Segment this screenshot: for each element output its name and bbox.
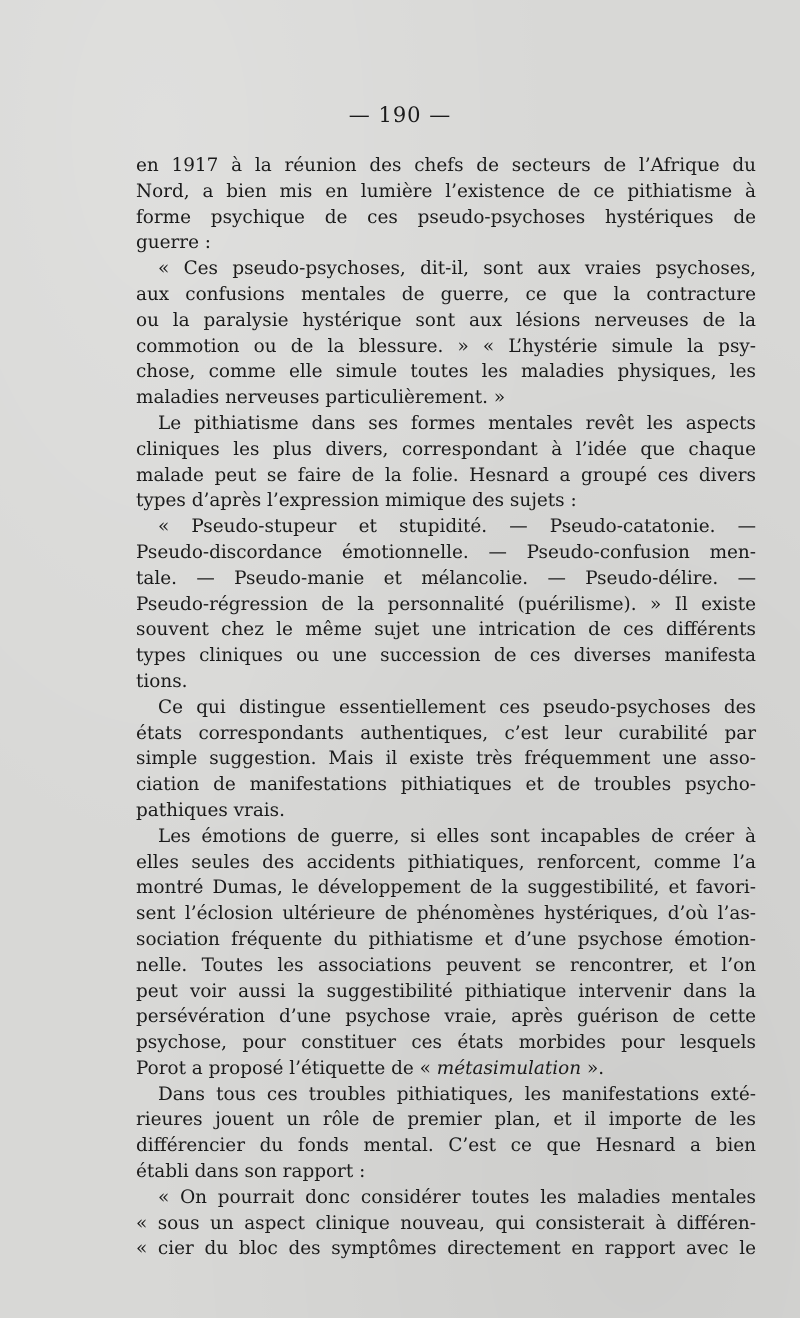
text-line: psychose, pour constituer ces états morbides pour lesquels: [136, 1032, 756, 1054]
text-line: sociation fréquente du pithiatisme et d’une psychose émotion-: [136, 928, 756, 950]
text-line: types d’après l’expression mimique des sujets :: [136, 490, 577, 512]
text-line: persévération d’une psychose vraie, après guérison de cette: [136, 1006, 756, 1028]
text-line: Pseudo-régression de la personnalité (puérilisme). » Il existe: [136, 593, 756, 615]
text-line: souvent chez le même sujet une intrication de ces différents: [136, 619, 756, 641]
text-line: Porot a proposé l’étiquette de « métasimulation ».: [136, 1057, 605, 1079]
text-line: « On pourrait donc considérer toutes les maladies mentales: [158, 1186, 756, 1208]
text-line: en 1917 à la réunion des chefs de secteurs de l’Afrique du: [136, 155, 756, 176]
text-line: cliniques les plus divers, correspondant à l’idée que chaque: [136, 438, 756, 460]
text-line: maladies nerveuses particulièrement. »: [136, 387, 506, 409]
text-line: pathiques vrais.: [136, 799, 285, 821]
text-line: simple suggestion. Mais il existe très fréquemment une asso-: [136, 748, 756, 770]
text-line: « cier du bloc des symptômes directement en rapport avec le: [136, 1238, 756, 1260]
text-line: chose, comme elle simule toutes les maladies physiques, les: [136, 361, 756, 383]
text-line: sent l’éclosion ultérieure de phénomènes hystériques, d’où l’as-: [136, 903, 756, 925]
text-line: montré Dumas, le développement de la suggestibilité, et favori-: [136, 877, 756, 899]
text-line: Les émotions de guerre, si elles sont incapables de créer à: [158, 825, 756, 847]
text-line: nelle. Toutes les associations peuvent se rencontrer, et l’on: [136, 954, 756, 976]
text-line: Ce qui distingue essentiellement ces pseudo-psychoses des: [158, 696, 756, 718]
text-line: Pseudo-discordance émotionnelle. — Pseudo-confusion men-: [136, 541, 756, 563]
text-line: Nord, a bien mis en lumière l’existence de ce pithiatisme à: [136, 180, 756, 202]
text-line: guerre :: [136, 232, 212, 254]
text-line: différencier du fonds mental. C’est ce que Hesnard a bien: [136, 1135, 756, 1157]
text-line: elles seules des accidents pithiatiques, renforcent, comme l’a: [136, 851, 756, 873]
text-line: « sous un aspect clinique nouveau, qui consisterait à différen-: [136, 1212, 756, 1234]
page-number: — 190 —: [348, 103, 452, 127]
text-line: Le pithiatisme dans ses formes mentales revêt les aspects: [158, 412, 756, 434]
text-line: rieures jouent un rôle de premier plan, et il importe de les: [136, 1109, 756, 1131]
text-line: tale. — Pseudo-manie et mélancolie. — Pseudo-délire. —: [136, 567, 756, 589]
text-line: forme psychique de ces pseudo-psychoses hystériques de: [136, 206, 756, 228]
text-line: ciation de manifestations pithiatiques et de troubles psycho-: [136, 774, 756, 796]
text-line: « Ces pseudo-psychoses, dit-il, sont aux vraies psychoses,: [158, 258, 756, 280]
text-line: commotion ou de la blessure. » « L’hystérie simule la psy-: [136, 335, 756, 357]
text-line: Dans tous ces troubles pithiatiques, les manifestations exté-: [158, 1083, 756, 1105]
body-text: [136, 153, 756, 1262]
text-line: établi dans son rapport :: [136, 1161, 366, 1183]
text-line: « Pseudo-stupeur et stupidité. — Pseudo-catatonie. —: [158, 516, 756, 538]
text-line: malade peut se faire de la folie. Hesnard a groupé ces divers: [136, 464, 756, 486]
text-line: aux confusions mentales de guerre, ce que la contracture: [136, 283, 756, 305]
text-line: états correspondants authentiques, c’est leur curabilité par: [136, 722, 756, 744]
text-line: peut voir aussi la suggestibilité pithiatique intervenir dans la: [136, 980, 756, 1002]
text-line: tions.: [136, 670, 188, 692]
text-line: types cliniques ou une succession de ces diverses manifesta: [136, 645, 756, 667]
text-line: ou la paralysie hystérique sont aux lésions nerveuses de la: [136, 309, 756, 331]
